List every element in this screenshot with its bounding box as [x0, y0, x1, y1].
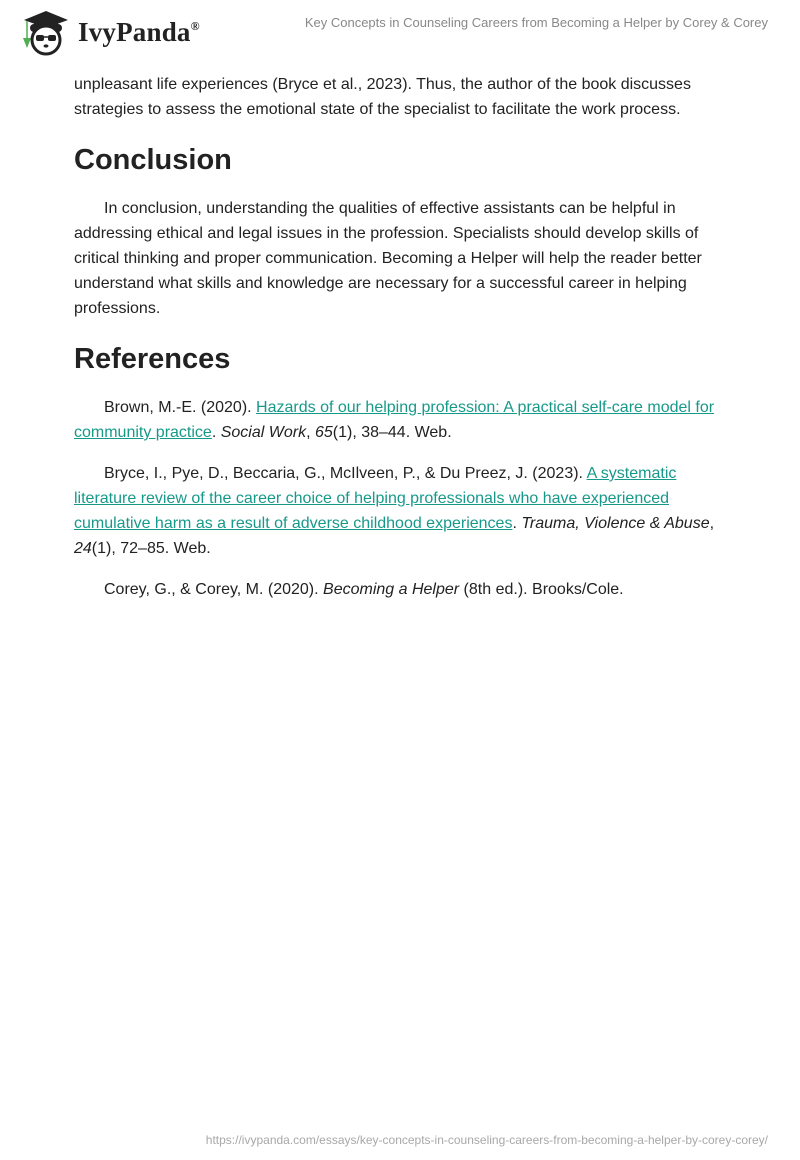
- document-title: Key Concepts in Counseling Careers from Becoming a Helper by Corey & Corey: [304, 15, 768, 30]
- panda-graduate-icon: [18, 8, 74, 56]
- reference-item: Corey, G., & Corey, M. (2020). Becoming a Helper (8th ed.). Brooks/Cole.: [104, 581, 624, 598]
- reference-item: Bryce, I., Pye, D., Beccaria, G., McIlveen, P., & Du Preez, J. (2023). A systematic literature review of the career choice of helping professionals who have experienced cumulative harm as a result of adverse childhood experiences. Trauma, Violence & Abuse, 24(1), 72–85. Web.: [74, 465, 715, 557]
- conclusion-paragraph: In conclusion, understanding the qualities of effective assistants can be helpful in addressing ethical and legal issues in the profession. Specialists should develop skills of critical thinking and proper communication. Becoming a Helper will help the reader better understand what skills and knowledge are necessary for a successful career in helping professions.: [74, 200, 702, 317]
- logo-text: IvyPanda®: [78, 16, 200, 47]
- ivypanda-logo[interactable]: [18, 8, 200, 56]
- document-body: [74, 72, 726, 618]
- reference-link[interactable]: Hazards of our helping profession: A practical self-care model for community practice: [74, 399, 715, 441]
- references-heading: References: [74, 343, 231, 375]
- reference-link[interactable]: A systematic literature review of the career choice of helping professionals who have experienced cumulative harm as a result of adverse childhood experiences: [74, 465, 677, 532]
- footer-url[interactable]: https://ivypanda.com/essays/key-concepts-in-counseling-careers-from-becoming-a-helper-by-corey-corey/: [205, 1133, 768, 1147]
- intro-paragraph: unpleasant life experiences (Bryce et al., 2023). Thus, the author of the book discusses strategies to assess the emotional state of the specialist to facilitate the work process.: [74, 76, 691, 118]
- reference-item: Brown, M.-E. (2020). Hazards of our helping profession: A practical self-care model for community practice. Social Work, 65(1), 38–44. Web.: [74, 399, 715, 441]
- conclusion-heading: Conclusion: [74, 144, 232, 176]
